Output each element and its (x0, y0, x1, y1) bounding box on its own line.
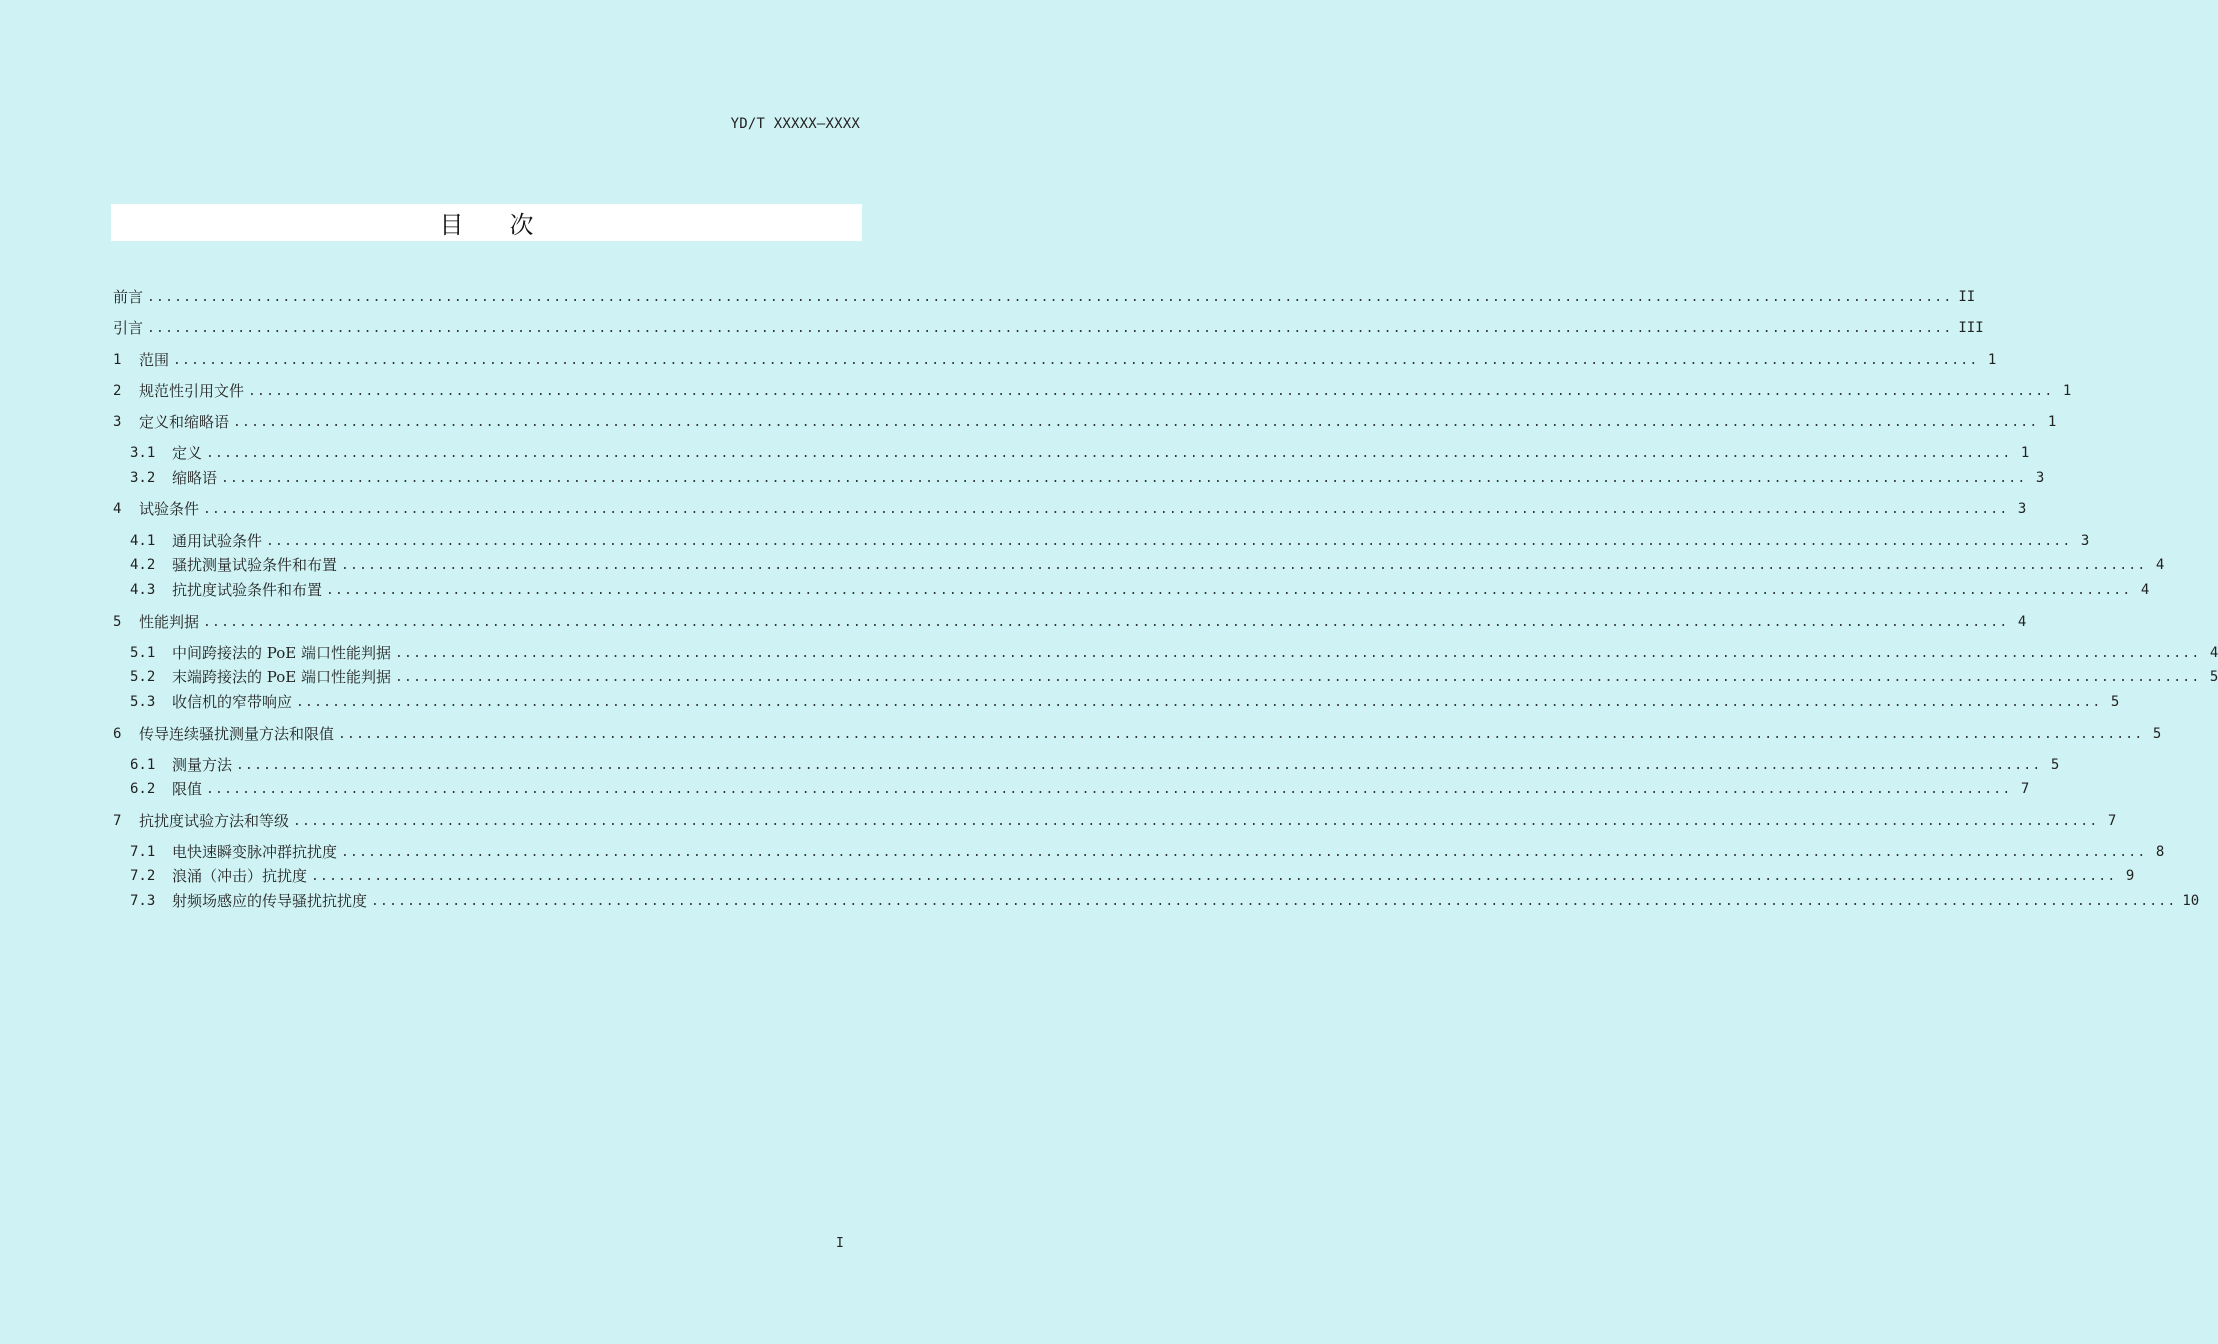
toc-entry-number: 6.2 (130, 781, 156, 797)
toc-entry-page: 3 (2080, 533, 2090, 549)
toc-entry-number: 4.2 (130, 557, 156, 573)
toc-entry-7-2[interactable] (130, 865, 2135, 887)
toc-entry-number: 7.1 (130, 844, 156, 860)
leader-dots: ........................................................................................................................................................................................................ (206, 782, 2012, 797)
toc-entry-page: 3 (2017, 501, 2027, 517)
toc-entry-page: 4 (2209, 645, 2218, 661)
toc-entry-label: 试验条件 (139, 500, 200, 518)
leader-dots: ........................................................................................................................................................................................................ (147, 321, 1953, 336)
leader-dots: ........................................................................................................................................................................................................ (338, 727, 2144, 742)
leader-dots: ........................................................................................................................................................................................................ (248, 384, 2054, 399)
leader-dots: ........................................................................................................................................................................................................ (296, 695, 2102, 710)
toc-entry-number: 5.1 (130, 645, 156, 661)
toc-entry-label: 定义 (172, 444, 203, 462)
toc-entry-number: 7 (113, 813, 122, 829)
leader-dots: ........................................................................................................................................................................................................ (395, 670, 2201, 685)
toc-entry-page: 4 (2140, 582, 2150, 598)
toc-entry-3-1[interactable] (130, 442, 2030, 464)
toc-entry-label: 范围 (139, 351, 170, 369)
toc-entry-number: 7.3 (130, 893, 156, 909)
toc-entry-label: 收信机的窄带响应 (172, 693, 293, 711)
toc-entry-6-2[interactable] (130, 778, 2030, 800)
toc-entry-number: 7.2 (130, 868, 156, 884)
toc-entry-6-1[interactable] (130, 754, 2060, 776)
toc-entry-label: 末端跨接法的 PoE 端口性能判据 (172, 668, 392, 686)
toc-entry-6[interactable] (113, 723, 2162, 745)
toc-entry-7[interactable] (113, 810, 2117, 832)
leader-dots: ........................................................................................................................................................................................................ (395, 646, 2201, 661)
toc-entry-label: 浪涌（冲击）抗扰度 (172, 867, 308, 885)
toc-entry-3-2[interactable] (130, 467, 2045, 489)
toc-entry-4-2[interactable] (130, 554, 2165, 576)
leader-dots: ........................................................................................................................................................................................................ (147, 290, 1953, 305)
toc-entry-number: 5.3 (130, 694, 156, 710)
document-code: YD/T XXXXX—XXXX (730, 116, 860, 132)
toc-entry-page: 1 (2047, 414, 2057, 430)
toc-entry-label: 性能判据 (139, 613, 200, 631)
leader-dots: ........................................................................................................................................................................................................ (371, 894, 2177, 909)
toc-entry-page: 1 (2020, 445, 2030, 461)
toc-entry-label: 引言 (113, 319, 144, 337)
page-number: I (836, 1236, 844, 1251)
toc-entry-label: 定义和缩略语 (139, 413, 230, 431)
toc-entry-5-1[interactable] (130, 642, 2218, 664)
toc-entry-4[interactable] (113, 498, 2027, 520)
toc-entry-number: 2 (113, 383, 122, 399)
toc-entry-5-2[interactable] (130, 666, 2218, 688)
toc-entry-label: 限值 (172, 780, 203, 798)
toc-entry-label: 骚扰测量试验条件和布置 (172, 556, 338, 574)
leader-dots: ........................................................................................................................................................................................................ (173, 353, 1979, 368)
toc-entry-page: 3 (2035, 470, 2045, 486)
leader-dots: ........................................................................................................................................................................................................ (206, 446, 2012, 461)
toc-entry-page: 1 (2062, 383, 2072, 399)
toc-entry-page: 5 (2152, 726, 2162, 742)
toc-entry-label: 抗扰度试验条件和布置 (172, 581, 323, 599)
toc-entry-3[interactable] (113, 411, 2057, 433)
toc-entry-number: 4.3 (130, 582, 156, 598)
toc-entry-number: 5.2 (130, 669, 156, 685)
toc-entry-introduction[interactable] (113, 317, 1984, 339)
toc-entry-page: 10 (2182, 893, 2200, 909)
toc-entry-label: 测量方法 (172, 756, 233, 774)
toc-entry-page: III (1958, 320, 1984, 336)
toc-entry-5-3[interactable] (130, 691, 2120, 713)
toc-entry-page: 5 (2209, 669, 2218, 685)
leader-dots: ........................................................................................................................................................................................................ (221, 471, 2027, 486)
toc-entry-page: 1 (1987, 352, 1997, 368)
toc-entry-page: 4 (2017, 614, 2027, 630)
toc-entry-page: 7 (2020, 781, 2030, 797)
toc-entry-page: II (1958, 289, 1976, 305)
leader-dots: ........................................................................................................................................................................................................ (233, 415, 2039, 430)
toc-entry-number: 4 (113, 501, 122, 517)
toc-title: 目次 (439, 211, 580, 239)
toc-entry-2[interactable] (113, 380, 2072, 402)
toc-entry-page: 4 (2155, 557, 2165, 573)
toc-entry-label: 抗扰度试验方法和等级 (139, 812, 290, 830)
toc-entry-7-3[interactable] (130, 890, 2200, 912)
toc-entry-7-1[interactable] (130, 841, 2165, 863)
toc-entry-label: 通用试验条件 (172, 532, 263, 550)
toc-entry-1[interactable] (113, 349, 1997, 371)
toc-entry-number: 6 (113, 726, 122, 742)
toc-entry-number: 3.2 (130, 470, 156, 486)
toc-entry-number: 5 (113, 614, 122, 630)
toc-entry-5[interactable] (113, 611, 2027, 633)
leader-dots: ........................................................................................................................................................................................................ (326, 583, 2132, 598)
toc-entry-page: 5 (2110, 694, 2120, 710)
toc-entry-4-1[interactable] (130, 530, 2090, 552)
leader-dots: ........................................................................................................................................................................................................ (203, 615, 2009, 630)
toc-entry-page: 9 (2125, 868, 2135, 884)
toc-entry-label: 中间跨接法的 PoE 端口性能判据 (172, 644, 392, 662)
toc-entry-foreword[interactable] (113, 286, 1976, 308)
leader-dots: ........................................................................................................................................................................................................ (341, 558, 2147, 573)
toc-entry-label: 规范性引用文件 (139, 382, 245, 400)
leader-dots: ........................................................................................................................................................................................................ (203, 502, 2009, 517)
toc-entry-label: 射频场感应的传导骚扰抗扰度 (172, 892, 368, 910)
toc-entry-label: 电快速瞬变脉冲群抗扰度 (172, 843, 338, 861)
toc-entry-number: 6.1 (130, 757, 156, 773)
toc-entry-number: 4.1 (130, 533, 156, 549)
toc-entry-page: 5 (2050, 757, 2060, 773)
leader-dots: ........................................................................................................................................................................................................ (341, 845, 2147, 860)
toc-entry-number: 1 (113, 352, 122, 368)
toc-entry-label: 传导连续骚扰测量方法和限值 (139, 725, 335, 743)
leader-dots: ........................................................................................................................................................................................................ (293, 814, 2099, 829)
toc-entry-label: 前言 (113, 288, 144, 306)
leader-dots: ........................................................................................................................................................................................................ (266, 534, 2072, 549)
toc-entry-4-3[interactable] (130, 579, 2150, 601)
toc-entry-label: 缩略语 (172, 469, 218, 487)
leader-dots: ........................................................................................................................................................................................................ (311, 869, 2117, 884)
toc-entry-page: 8 (2155, 844, 2165, 860)
leader-dots: ........................................................................................................................................................................................................ (236, 758, 2042, 773)
toc-entry-number: 3.1 (130, 445, 156, 461)
toc-entry-page: 7 (2107, 813, 2117, 829)
toc-title-bar (111, 204, 862, 241)
toc-entry-number: 3 (113, 414, 122, 430)
